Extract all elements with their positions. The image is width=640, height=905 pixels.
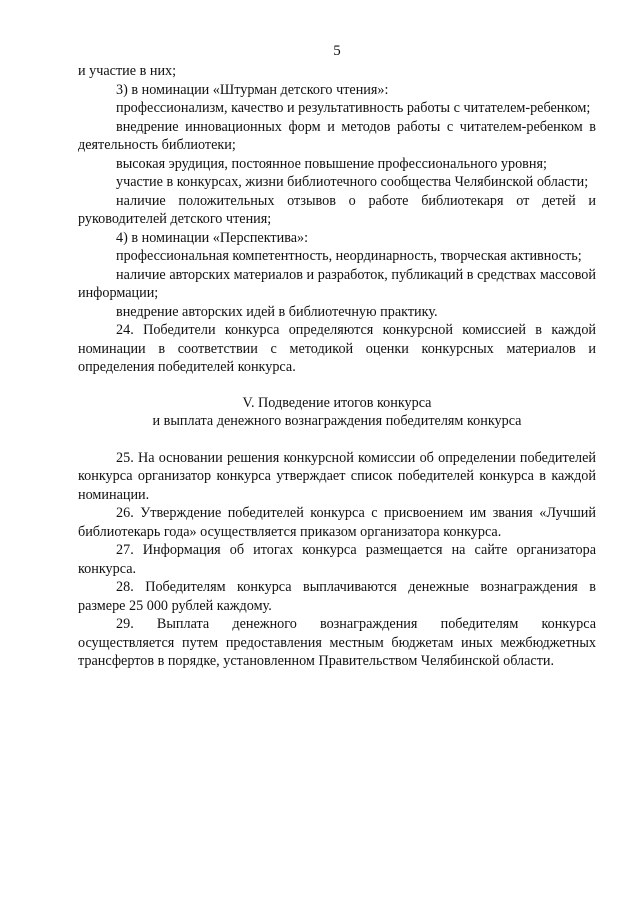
page-number: 5 — [333, 43, 341, 59]
paragraph: внедрение авторских идей в библиотечную практику. — [116, 303, 438, 320]
section-heading-line-2: и выплата денежного вознаграждения победителям конкурса — [152, 413, 522, 429]
paragraph: 29. Выплата денежного вознаграждения победителям конкурса осуществляется путем предоставления местным бюджетам иных межбюджетных трансфертов в порядке, установленном Правительством Челябинской области. — [78, 616, 596, 669]
paragraph: и участие в них; — [78, 63, 177, 79]
paragraph: 4) в номинации «Перспектива»: — [116, 229, 309, 246]
paragraph-group-top — [78, 62, 596, 377]
paragraph: внедрение инновационных форм и методов работы с читателем-ребенком в деятельность библиотеки; — [78, 118, 596, 153]
paragraph: 25. На основании решения конкурсной комиссии об определении победителей конкурса организатор конкурса утверждает список победителей конкурса в каждой номинации. — [78, 449, 596, 503]
paragraph: 28. Победителям конкурса выплачиваются денежные вознаграждения в размере 25 000 рублей каждому. — [78, 579, 596, 614]
section-heading — [78, 394, 596, 431]
paragraph: 24. Победители конкурса определяются конкурсной комиссией в каждой номинации в соответствии с методикой оценки конкурсных материалов и определения победителей конкурса. — [78, 322, 596, 375]
paragraph: наличие авторских материалов и разработок, публикаций в средствах массовой информации; — [78, 266, 596, 301]
paragraph: профессионализм, качество и результативность работы с читателем-ребенком; — [116, 100, 591, 116]
paragraph: профессиональная компетентность, неординарность, творческая активность; — [116, 248, 582, 264]
paragraph: высокая эрудиция, постоянное повышение профессионального уровня; — [116, 155, 547, 172]
paragraph: 26. Утверждение победителей конкурса с присвоением им звания «Лучший библиотекарь года» осуществляется приказом организатора конкурса. — [78, 505, 596, 540]
paragraph: 27. Информация об итогах конкурса размещается на сайте организатора конкурса. — [78, 542, 596, 577]
document-body — [78, 62, 596, 671]
paragraph: наличие положительных отзывов о работе библиотекаря от детей и руководителей детского чтения; — [78, 192, 596, 227]
paragraph-group-bottom — [78, 449, 596, 671]
paragraph: участие в конкурсах, жизни библиотечного сообщества Челябинской области; — [116, 174, 589, 190]
paragraph: 3) в номинации «Штурман детского чтения»: — [116, 81, 389, 98]
section-heading-line-1: V. Подведение итогов конкурса — [242, 394, 432, 411]
